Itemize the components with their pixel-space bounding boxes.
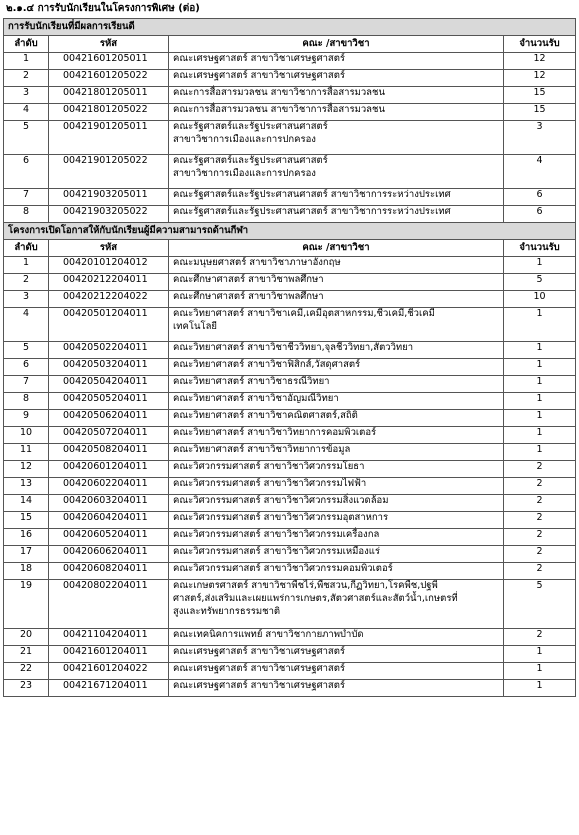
- program-code: 00420802204011: [49, 580, 169, 629]
- table-row: [4, 646, 576, 663]
- col-header-code: รหัส: [49, 240, 169, 257]
- table-row: [4, 342, 576, 359]
- section-heading-row: [4, 223, 576, 240]
- program-name: คณะวิทยาศาสตร์ สาขาวิชาวิทยาการข้อมูล: [169, 444, 504, 461]
- program-code: 00420506204011: [49, 410, 169, 427]
- table-row: [4, 121, 576, 155]
- col-header-no: ลำดับ: [4, 240, 49, 257]
- admission-count: 5: [504, 580, 576, 629]
- admission-count: 1: [504, 393, 576, 410]
- program-code: 00420608204011: [49, 563, 169, 580]
- row-number: 1: [4, 53, 49, 70]
- row-number: 6: [4, 155, 49, 189]
- admission-count: 1: [504, 308, 576, 342]
- program-code: 00421601204022: [49, 663, 169, 680]
- admission-count: 1: [504, 410, 576, 427]
- admission-count: 6: [504, 189, 576, 206]
- row-number: 2: [4, 70, 49, 87]
- program-name: คณะเศรษฐศาสตร์ สาขาวิชาเศรษฐศาสตร์: [169, 663, 504, 680]
- program-name: คณะการสื่อสารมวลชน สาขาวิชาการสื่อสารมวลชน: [169, 104, 504, 121]
- row-number: 20: [4, 629, 49, 646]
- program-code: 00420504204011: [49, 376, 169, 393]
- program-name: คณะวิศวกรรมศาสตร์ สาขาวิชาวิศวกรรมโยธา: [169, 461, 504, 478]
- program-code: 00420212204022: [49, 291, 169, 308]
- table-row: [4, 393, 576, 410]
- admission-count: 1: [504, 663, 576, 680]
- program-code: 00420601204011: [49, 461, 169, 478]
- row-number: 3: [4, 291, 49, 308]
- program-name: คณะวิทยาศาสตร์ สาขาวิชาธรณีวิทยา: [169, 376, 504, 393]
- program-code: 00421901205011: [49, 121, 169, 155]
- admission-count: 12: [504, 53, 576, 70]
- admission-count: 2: [504, 512, 576, 529]
- program-name: คณะมนุษยศาสตร์ สาขาวิชาภาษาอังกฤษ: [169, 257, 504, 274]
- program-code: 00421901205022: [49, 155, 169, 189]
- table-row: [4, 546, 576, 563]
- page-title: ๒.๑.๔ การรับนักเรียนในโครงการพิเศษ (ต่อ): [6, 3, 200, 14]
- program-code: 00421601205022: [49, 70, 169, 87]
- row-number: 7: [4, 376, 49, 393]
- admission-count: 4: [504, 155, 576, 189]
- admission-count: 2: [504, 629, 576, 646]
- program-code: 00420502204011: [49, 342, 169, 359]
- admission-count: 1: [504, 257, 576, 274]
- admission-count: 2: [504, 478, 576, 495]
- program-name: คณะวิศวกรรมศาสตร์ สาขาวิชาวิศวกรรมอุตสาหการ: [169, 512, 504, 529]
- table-row: [4, 274, 576, 291]
- program-code: 00421601205011: [49, 53, 169, 70]
- program-name: คณะเศรษฐศาสตร์ สาขาวิชาเศรษฐศาสตร์: [169, 53, 504, 70]
- row-number: 8: [4, 393, 49, 410]
- program-name: คณะการสื่อสารมวลชน สาขาวิชาการสื่อสารมวลชน: [169, 87, 504, 104]
- row-number: 13: [4, 478, 49, 495]
- table-row: [4, 629, 576, 646]
- admission-count: 1: [504, 376, 576, 393]
- admission-count: 12: [504, 70, 576, 87]
- row-number: 11: [4, 444, 49, 461]
- table-row: [4, 410, 576, 427]
- table-row: [4, 104, 576, 121]
- table-row: [4, 257, 576, 274]
- admission-count: 15: [504, 104, 576, 121]
- program-code: 00420505204011: [49, 393, 169, 410]
- row-number: 1: [4, 257, 49, 274]
- program-code: 00420508204011: [49, 444, 169, 461]
- section-heading: การรับนักเรียนที่มีผลการเรียนดี: [4, 19, 576, 36]
- program-code: 00420212204011: [49, 274, 169, 291]
- row-number: 5: [4, 342, 49, 359]
- admission-count: 1: [504, 646, 576, 663]
- row-number: 22: [4, 663, 49, 680]
- col-header-count: จำนวนรับ: [504, 36, 576, 53]
- row-number: 21: [4, 646, 49, 663]
- section-heading-row: [4, 19, 576, 36]
- table-row: [4, 155, 576, 189]
- column-header-row: [4, 240, 576, 257]
- program-code: 00421601204011: [49, 646, 169, 663]
- program-name: คณะเศรษฐศาสตร์ สาขาวิชาเศรษฐศาสตร์: [169, 680, 504, 697]
- table-row: [4, 512, 576, 529]
- program-name: คณะวิทยาศาสตร์ สาขาวิชาอัญมณีวิทยา: [169, 393, 504, 410]
- table-row: [4, 359, 576, 376]
- program-code: 00420604204011: [49, 512, 169, 529]
- program-code: 00420605204011: [49, 529, 169, 546]
- program-code: 00420603204011: [49, 495, 169, 512]
- admission-count: 15: [504, 87, 576, 104]
- admission-count: 1: [504, 342, 576, 359]
- table-row: [4, 580, 576, 629]
- program-name: คณะวิทยาศาสตร์ สาขาวิชาชีววิทยา,จุลชีววิทยา,สัตววิทยา: [169, 342, 504, 359]
- table-row: [4, 478, 576, 495]
- program-name: คณะวิศวกรรมศาสตร์ สาขาวิชาวิศวกรรมสิ่งแวดล้อม: [169, 495, 504, 512]
- row-number: 14: [4, 495, 49, 512]
- program-name: คณะเศรษฐศาสตร์ สาขาวิชาเศรษฐศาสตร์: [169, 70, 504, 87]
- program-code: 00420602204011: [49, 478, 169, 495]
- col-header-program: คณะ /สาขาวิชา: [169, 36, 504, 53]
- program-code: 00421801205011: [49, 87, 169, 104]
- row-number: 10: [4, 427, 49, 444]
- program-name: คณะรัฐศาสตร์และรัฐประศาสนศาสตร์ สาขาวิชาการระหว่างประเทศ: [169, 206, 504, 223]
- table-row: [4, 376, 576, 393]
- col-header-count: จำนวนรับ: [504, 240, 576, 257]
- program-name: คณะวิทยาศาสตร์ สาขาวิชาวิทยาการคอมพิวเตอร์: [169, 427, 504, 444]
- program-name: คณะวิศวกรรมศาสตร์ สาขาวิชาวิศวกรรมเครื่องกล: [169, 529, 504, 546]
- table-row: [4, 663, 576, 680]
- row-number: 19: [4, 580, 49, 629]
- table-row: [4, 206, 576, 223]
- col-header-code: รหัส: [49, 36, 169, 53]
- program-code: 00420507204011: [49, 427, 169, 444]
- admission-count: 5: [504, 274, 576, 291]
- table-row: [4, 461, 576, 478]
- program-name: คณะเกษตรศาสตร์ สาขาวิชาพืชไร่,พืชสวน,กีฏวิทยา,โรคพืช,ปฐพี ศาสตร์,ส่งเสริมและเผยแพร่การเกษตร,สัตวศาสตร์และสัตว์น้ำ,เกษตรที่ สูงและทรัพยากรธรรมชาติ: [169, 580, 504, 629]
- row-number: 12: [4, 461, 49, 478]
- program-code: 00420101204012: [49, 257, 169, 274]
- program-code: 00421671204011: [49, 680, 169, 697]
- row-number: 23: [4, 680, 49, 697]
- column-header-row: [4, 36, 576, 53]
- admission-count: 1: [504, 427, 576, 444]
- row-number: 5: [4, 121, 49, 155]
- table-row: [4, 495, 576, 512]
- program-name: คณะศึกษาศาสตร์ สาขาวิชาพลศึกษา: [169, 291, 504, 308]
- row-number: 9: [4, 410, 49, 427]
- program-code: 00420606204011: [49, 546, 169, 563]
- program-code: 00421903205022: [49, 206, 169, 223]
- program-name: คณะวิศวกรรมศาสตร์ สาขาวิชาวิศวกรรมเหมืองแร่: [169, 546, 504, 563]
- table-row: [4, 70, 576, 87]
- row-number: 4: [4, 308, 49, 342]
- admission-count: 1: [504, 359, 576, 376]
- row-number: 3: [4, 87, 49, 104]
- program-name: คณะวิทยาศาสตร์ สาขาวิชาเคมี,เคมีอุตสาหกรรม,ชีวเคมี,ชีวเคมี เทคโนโลยี: [169, 308, 504, 342]
- table-row: [4, 563, 576, 580]
- table-row: [4, 53, 576, 70]
- row-number: 4: [4, 104, 49, 121]
- table-row: [4, 87, 576, 104]
- admission-table-body: [4, 19, 576, 697]
- row-number: 15: [4, 512, 49, 529]
- program-code: 00421104204011: [49, 629, 169, 646]
- table-row: [4, 427, 576, 444]
- row-number: 7: [4, 189, 49, 206]
- col-header-program: คณะ /สาขาวิชา: [169, 240, 504, 257]
- admission-count: 1: [504, 680, 576, 697]
- admission-count: 3: [504, 121, 576, 155]
- program-code: 00421903205011: [49, 189, 169, 206]
- section-heading: โครงการเปิดโอกาสให้กับนักเรียนผู้มีความสามารถด้านกีฬา: [4, 223, 576, 240]
- program-code: 00421801205022: [49, 104, 169, 121]
- row-number: 6: [4, 359, 49, 376]
- row-number: 2: [4, 274, 49, 291]
- program-name: คณะรัฐศาสตร์และรัฐประศาสนศาสตร์ สาขาวิชาการเมืองและการปกครอง: [169, 155, 504, 189]
- table-row: [4, 291, 576, 308]
- admission-count: 2: [504, 495, 576, 512]
- table-row: [4, 529, 576, 546]
- admission-table: [3, 18, 576, 697]
- admission-count: 10: [504, 291, 576, 308]
- row-number: 8: [4, 206, 49, 223]
- program-name: คณะศึกษาศาสตร์ สาขาวิชาพลศึกษา: [169, 274, 504, 291]
- program-name: คณะวิศวกรรมศาสตร์ สาขาวิชาวิศวกรรมคอมพิวเตอร์: [169, 563, 504, 580]
- program-code: 00420503204011: [49, 359, 169, 376]
- program-name: คณะรัฐศาสตร์และรัฐประศาสนศาสตร์ สาขาวิชาการระหว่างประเทศ: [169, 189, 504, 206]
- table-row: [4, 308, 576, 342]
- program-name: คณะวิศวกรรมศาสตร์ สาขาวิชาวิศวกรรมไฟฟ้า: [169, 478, 504, 495]
- row-number: 18: [4, 563, 49, 580]
- col-header-no: ลำดับ: [4, 36, 49, 53]
- row-number: 16: [4, 529, 49, 546]
- program-name: คณะเศรษฐศาสตร์ สาขาวิชาเศรษฐศาสตร์: [169, 646, 504, 663]
- admission-count: 6: [504, 206, 576, 223]
- admission-count: 1: [504, 444, 576, 461]
- program-name: คณะวิทยาศาสตร์ สาขาวิชาฟิสิกส์,วัสดุศาสตร์: [169, 359, 504, 376]
- table-row: [4, 189, 576, 206]
- program-name: คณะวิทยาศาสตร์ สาขาวิชาคณิตศาสตร์,สถิติ: [169, 410, 504, 427]
- admission-count: 2: [504, 563, 576, 580]
- table-row: [4, 680, 576, 697]
- program-name: คณะรัฐศาสตร์และรัฐประศาสนศาสตร์ สาขาวิชาการเมืองและการปกครอง: [169, 121, 504, 155]
- admission-count: 2: [504, 546, 576, 563]
- admission-count: 2: [504, 529, 576, 546]
- program-code: 00420501204011: [49, 308, 169, 342]
- row-number: 17: [4, 546, 49, 563]
- admission-count: 2: [504, 461, 576, 478]
- table-row: [4, 444, 576, 461]
- program-name: คณะเทคนิคการแพทย์ สาขาวิชากายภาพบำบัด: [169, 629, 504, 646]
